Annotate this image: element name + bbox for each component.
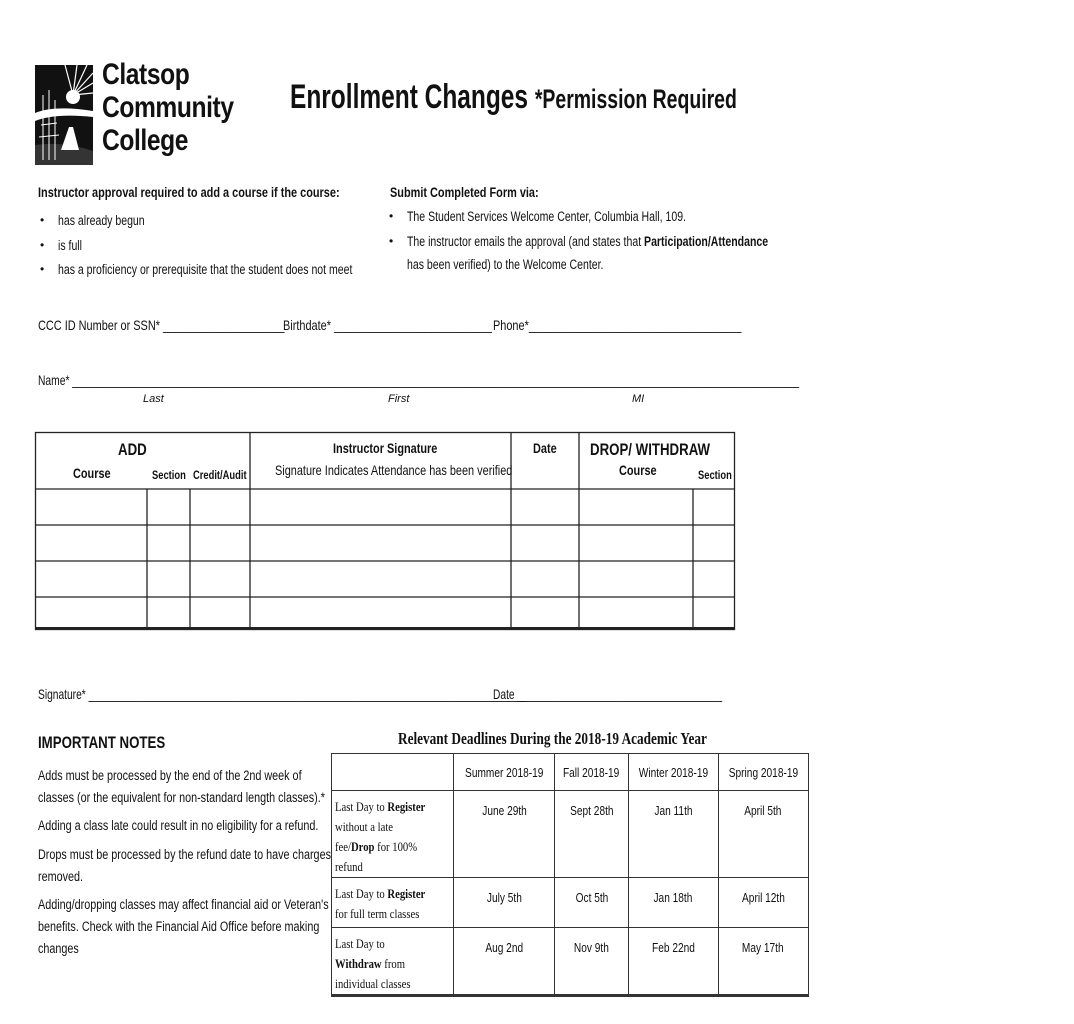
drop-section-header: Section <box>698 468 732 482</box>
deadlines-title: Relevant Deadlines During the 2018-19 Academic Year <box>398 729 707 748</box>
deadline-value: Jan 18th <box>628 878 718 928</box>
date-field[interactable]: Date ____________________________________ <box>493 686 723 702</box>
deadlines-header-row <box>332 754 809 791</box>
deadline-value: May 17th <box>718 928 808 996</box>
term-header: Winter 2018-19 <box>628 754 718 791</box>
submit-item-continued: has been verified) to the Welcome Center. <box>407 257 604 272</box>
deadline-value: Oct 5th <box>555 878 628 928</box>
college-logo-icon <box>35 65 93 165</box>
page-title <box>290 78 911 117</box>
term-header: Fall 2018-19 <box>555 754 628 791</box>
approval-item: • is full <box>58 238 89 253</box>
note-item: Adds must be processed by the end of the 2nd week of classes (or the equivalent for non-standard length classes).* <box>38 768 325 805</box>
note-item: Drops must be processed by the refund date to have charges removed. <box>38 847 331 884</box>
signature-note: Signature Indicates Attendance has been verified <box>275 462 513 478</box>
deadline-value: July 5th <box>454 878 555 928</box>
name-field[interactable]: Name* _______________________________________________________________________________________________________________________________ <box>38 372 800 388</box>
deadline-label: Last Day to Register for full term classes <box>332 878 454 928</box>
name-mi-label: MI <box>632 393 645 405</box>
submit-heading: Submit Completed Form via: <box>390 184 539 200</box>
drop-course-header: Course <box>619 462 657 478</box>
add-course-header: Course <box>73 465 111 481</box>
important-notes-title: IMPORTANT NOTES <box>38 733 166 752</box>
approval-heading: Instructor approval required to add a course if the course: <box>38 184 340 200</box>
deadline-value: Nov 9th <box>555 928 628 996</box>
name-first-label: First <box>388 393 410 405</box>
deadline-value: Aug 2nd <box>454 928 555 996</box>
birthdate-field[interactable]: Birthdate* __________________________ <box>283 317 492 333</box>
corner-cell <box>332 754 454 791</box>
deadline-row <box>332 791 809 878</box>
add-header: ADD <box>118 440 147 459</box>
add-credit-audit-header: Credit/Audit <box>193 468 247 482</box>
deadline-row <box>332 928 809 996</box>
logo-line-2: Community <box>102 91 234 124</box>
deadline-value: Sept 28th <box>555 791 628 878</box>
term-header: Spring 2018-19 <box>718 754 808 791</box>
logo-line-3: College <box>102 124 188 157</box>
deadline-row <box>332 878 809 928</box>
date-header: Date <box>533 440 557 456</box>
submit-item: • The Student Services Welcome Center, Columbia Hall, 109. <box>407 209 765 224</box>
deadline-value: April 12th <box>718 878 808 928</box>
drop-withdraw-header: DROP/ WITHDRAW <box>590 440 711 459</box>
approval-item: • has already begun <box>58 213 169 228</box>
ccc-id-field[interactable]: CCC ID Number or SSN* ____________________ <box>38 317 285 333</box>
title-sub: *Permission Required <box>534 84 737 114</box>
submit-item: • The instructor emails the approval (and states that Participation/Attendance <box>407 234 870 249</box>
title-main: Enrollment Changes <box>290 78 529 116</box>
deadline-label: Last Day to Register without a late fee/Drop for 100% refund <box>332 791 454 878</box>
college-logo-wordmark <box>102 58 263 157</box>
instructor-signature-header: Instructor Signature <box>333 440 438 456</box>
logo-line-1: Clatsop <box>102 58 190 91</box>
add-section-header: Section <box>152 468 186 482</box>
note-item: Adding/dropping classes may affect financial aid or Veteran's benefits. Check with the Financial Aid Office before making changes <box>38 897 329 956</box>
approval-item: • has a proficiency or prerequisite that the student does not meet <box>58 262 435 277</box>
deadline-value: June 29th <box>454 791 555 878</box>
deadlines-table <box>331 753 809 997</box>
deadline-value: Jan 11th <box>628 791 718 878</box>
deadline-label: Last Day to Withdraw from individual classes <box>332 928 454 996</box>
name-last-label: Last <box>143 393 164 405</box>
deadline-value: Feb 22nd <box>628 928 718 996</box>
note-item: Adding a class late could result in no eligibility for a refund. <box>38 818 319 833</box>
deadline-value: April 5th <box>718 791 808 878</box>
term-header: Summer 2018-19 <box>454 754 555 791</box>
add-drop-table <box>35 432 735 632</box>
phone-field[interactable]: Phone*___________________________________ <box>493 317 742 333</box>
signature-field[interactable]: Signature* _____________________________________________________________________________ <box>38 686 527 702</box>
